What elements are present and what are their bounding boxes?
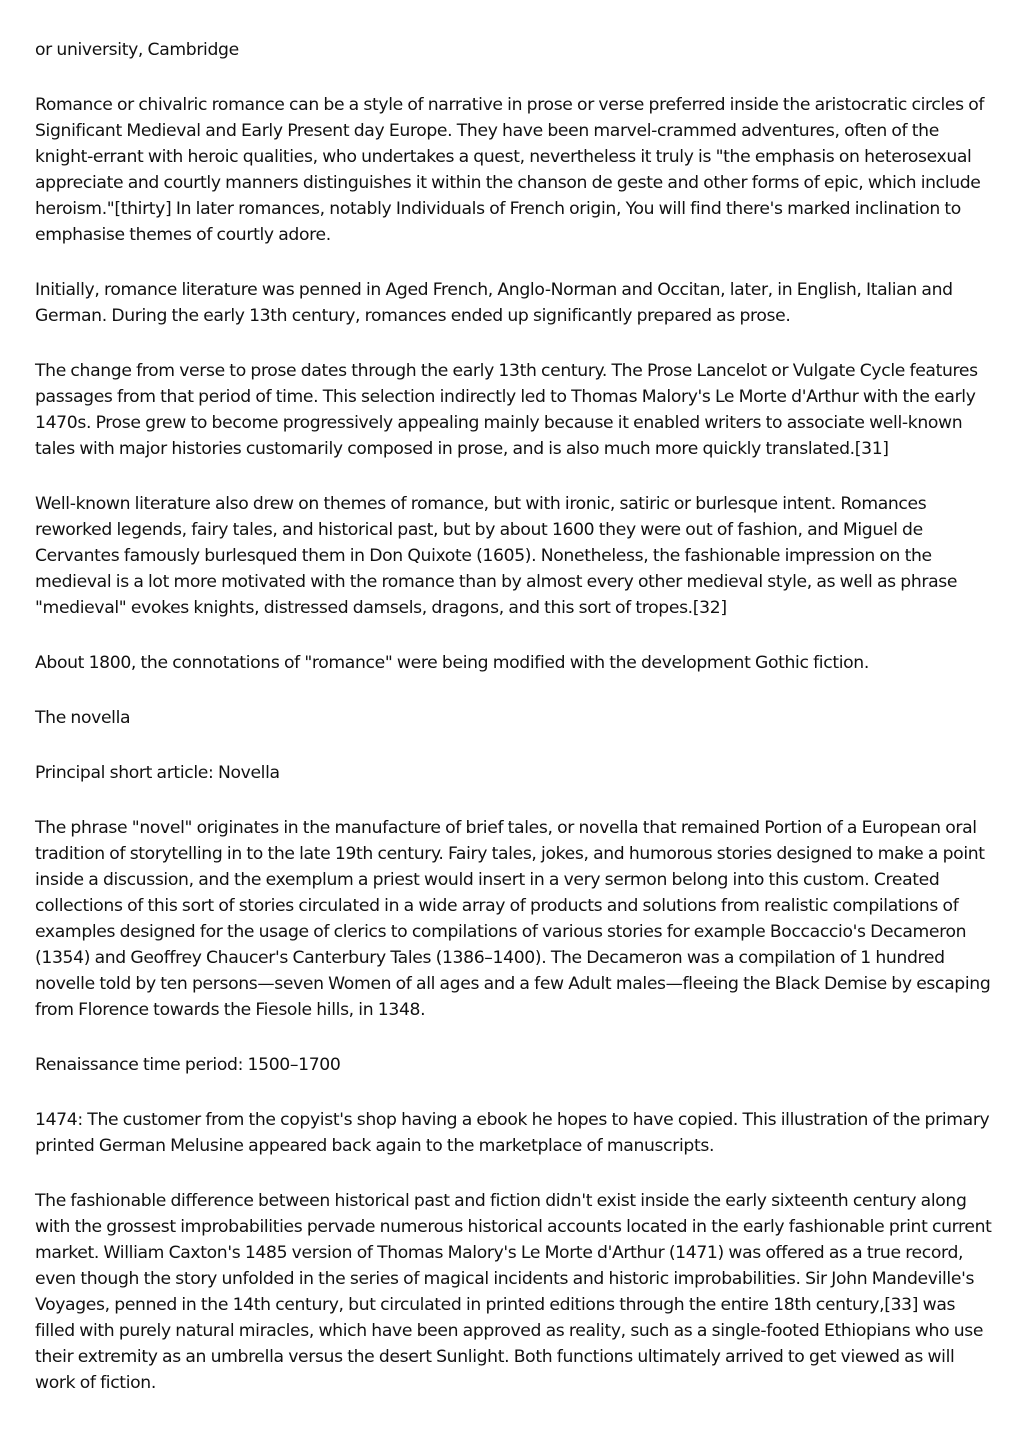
paragraph-verse-to-prose: The change from verse to prose dates through the early 13th century. The Prose Lancelot or Vulgate Cycle features passages from that period of time. This selection indirectly led to Thomas Malory's Le Morte d'Arthur with the early 1470s. Prose grew to become progressively appealing mainly because it enabled writers to associate well-known tales with major histories customarily composed in prose, and is also much more quickly translated.[31]	[35, 361, 978, 459]
paragraph-history-and-fiction: The fashionable difference between historical past and fiction didn't exist inside the early sixteenth century along with the grossest improbabilities pervade numerous historical accounts located in the early fashionable print current market. William Caxton's 1485 version of Thomas Malory's Le Morte d'Arthur (1471) was offered as a true record, even though the story unfolded in the series of magical incidents and historic improbabilities. Sir John Mandeville's Voyages, penned in the 14th century, but circulated in printed editions through the entire 18th century,[33] was filled with purely natural miracles, which have been approved as reality, such as a single-footed Ethiopians who use their extremity as an umbrella versus the desert Sunlight. Both functions ultimately arrived to get viewed as will work of fiction.	[35, 1191, 992, 1393]
section-heading-renaissance: Renaissance time period: 1500–1700	[35, 1055, 341, 1075]
paragraph-popular-literature: Well-known literature also drew on themes of romance, but with ironic, satiric or burlesque intent. Romances reworked legends, fairy tales, and historical past, but by about 1600 they were out of fashion, and Miguel de Cervantes famously burlesqued them in Don Quixote (1605). Nonetheless, the fashionable impression on the medieval is a lot more motivated with the romance than by almost every other medieval style, as well as phrase "medieval" evokes knights, distressed damsels, dragons, and this sort of tropes.[32]	[35, 494, 958, 618]
article-body	[35, 37, 993, 1425]
paragraph-intro-fragment: or university, Cambridge	[35, 40, 239, 60]
paragraph-novella-origins: The phrase "novel" originates in the manufacture of brief tales, or novella that remained Portion of a European oral tradition of storytelling in to the late 19th century. Fairy tales, jokes, and humorous stories designed to make a point inside a discussion, and the exemplum a priest would insert in a very sermon belong into this custom. Created collections of this sort of stories circulated in a wide array of products and solutions from realistic compilations of examples designed for the usage of clerics to compilations of various stories for example Boccaccio's Decameron (1354) and Geoffrey Chaucer's Canterbury Tales (1386–1400). The Decameron was a compilation of 1 hundred novelle told by ten persons—seven Women of all ages and a few Adult males—fleeing the Black Demise by escaping from Florence towards the Fiesole hills, in 1348.	[35, 818, 991, 1020]
paragraph-chivalric-romance: Romance or chivalric romance can be a style of narrative in prose or verse preferred inside the aristocratic circles of Significant Medieval and Early Present day Europe. They have been marvel-crammed adventures, often of the knight-errant with heroic qualities, who undertakes a quest, nevertheless it truly is "the emphasis on heterosexual appreciate and courtly manners distinguishes it within the chanson de geste and other forms of epic, which include heroism."[thirty] In later romances, notably Individuals of French origin, You will find there's marked inclination to emphasise themes of courtly adore.	[35, 95, 985, 245]
paragraph-gothic-fiction: About 1800, the connotations of "romance" were being modified with the development Gothic fiction.	[35, 653, 869, 673]
main-article-note: Principal short article: Novella	[35, 763, 280, 783]
paragraph-romance-languages: Initially, romance literature was penned in Aged French, Anglo-Norman and Occitan, later, in English, Italian and German. During the early 13th century, romances ended up significantly prepared as prose.	[35, 280, 953, 326]
section-heading-novella: The novella	[35, 708, 131, 728]
paragraph-illustration-caption: 1474: The customer from the copyist's shop having a ebook he hopes to have copied. This illustration of the primary printed German Melusine appeared back again to the marketplace of manuscripts.	[35, 1110, 990, 1156]
